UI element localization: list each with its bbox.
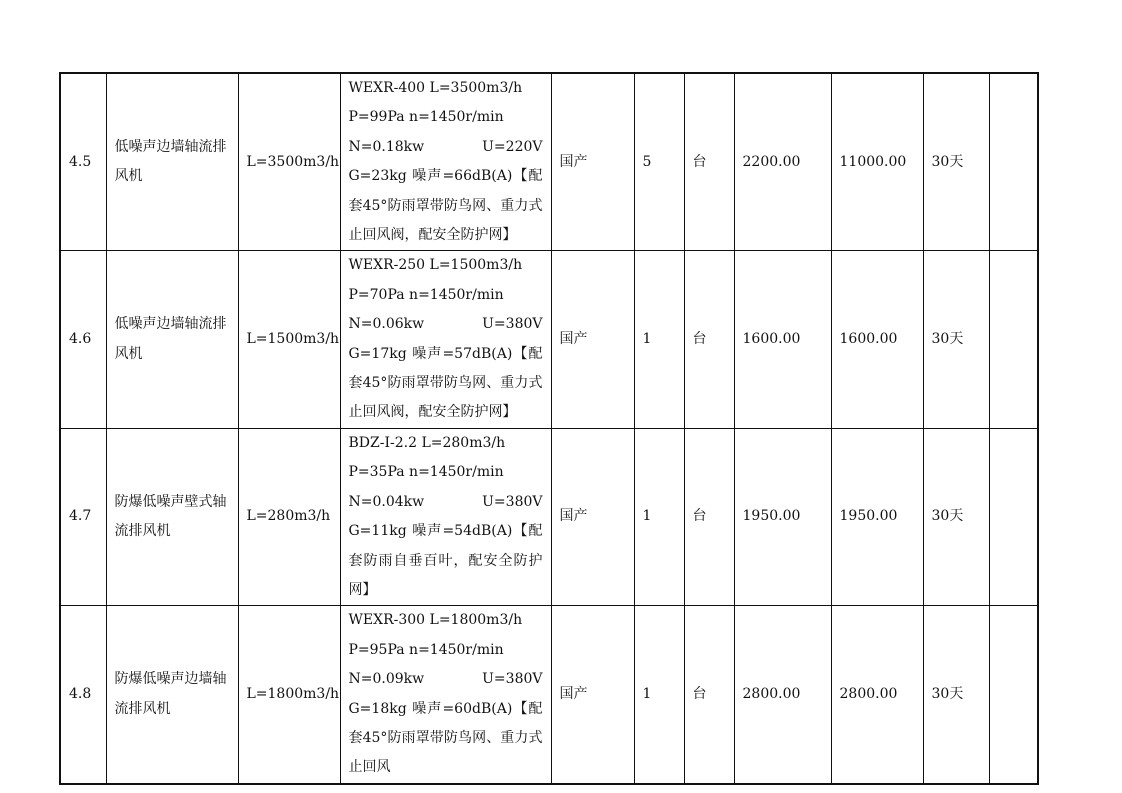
item-unit: 台	[684, 251, 734, 428]
item-total-price: 11000.00	[831, 73, 923, 251]
item-remark	[989, 251, 1038, 428]
spec-pressure-line: P=70Pa n=1450r/min	[348, 286, 504, 303]
item-name: 低噪声边墙轴流排风机	[106, 251, 238, 428]
item-number: 4.8	[60, 606, 106, 784]
item-name: 防爆低噪声边墙轴流排风机	[106, 606, 238, 784]
item-spec	[340, 606, 551, 784]
item-airflow: L=3500m3/h	[238, 73, 340, 251]
item-remark	[989, 428, 1038, 605]
item-origin: 国产	[551, 606, 634, 784]
spec-model-line: WEXR-250 L=1500m3/h	[348, 257, 523, 274]
table-row	[60, 606, 1038, 784]
item-unit: 台	[684, 428, 734, 605]
item-quantity: 1	[634, 251, 684, 428]
spec-detail-text: N=0.18kw U=220V G=23kg 噪声=66dB(A)【配套45°防雨罩带防鸟网、重力式止回风阀，配安全防护网】	[348, 138, 543, 244]
item-airflow: L=1500m3/h	[238, 251, 340, 428]
item-unit-price: 2200.00	[734, 73, 831, 251]
item-unit: 台	[684, 606, 734, 784]
item-delivery-time: 30天	[923, 428, 989, 605]
spec-detail-text: N=0.09kw U=380V G=18kg 噪声=60dB(A)【配套45°防雨罩带防鸟网、重力式止回风	[348, 671, 543, 776]
item-quantity: 5	[634, 73, 684, 251]
item-spec	[340, 73, 551, 251]
item-unit-price: 1950.00	[734, 428, 831, 605]
item-total-price: 1950.00	[831, 428, 923, 605]
item-airflow: L=280m3/h	[238, 428, 340, 605]
equipment-price-table	[59, 72, 1039, 785]
item-spec	[340, 251, 551, 428]
item-delivery-time: 30天	[923, 73, 989, 251]
item-total-price: 2800.00	[831, 606, 923, 784]
spec-pressure-line: P=99Pa n=1450r/min	[348, 109, 504, 126]
item-airflow: L=1800m3/h	[238, 606, 340, 784]
table-row	[60, 73, 1038, 251]
item-unit-price: 1600.00	[734, 251, 831, 428]
item-spec	[340, 428, 551, 605]
table-row	[60, 251, 1038, 428]
item-remark	[989, 606, 1038, 784]
item-remark	[989, 73, 1038, 251]
item-delivery-time: 30天	[923, 606, 989, 784]
spec-detail-text: N=0.04kw U=380V G=11kg 噪声=54dB(A)【配套防雨自垂百叶，配安全防护网】	[348, 493, 543, 598]
item-number: 4.6	[60, 251, 106, 428]
item-number: 4.5	[60, 73, 106, 251]
item-origin: 国产	[551, 251, 634, 428]
item-origin: 国产	[551, 73, 634, 251]
item-quantity: 1	[634, 428, 684, 605]
item-unit-price: 2800.00	[734, 606, 831, 784]
spec-pressure-line: P=95Pa n=1450r/min	[348, 641, 504, 658]
item-number: 4.7	[60, 428, 106, 605]
spec-model-line: WEXR-400 L=3500m3/h	[348, 80, 523, 96]
spec-model-line: WEXR-300 L=1800m3/h	[348, 612, 523, 629]
spec-detail-text: N=0.06kw U=380V G=17kg 噪声=57dB(A)【配套45°防雨罩带防鸟网、重力式止回风阀，配安全防护网】	[348, 316, 543, 421]
item-unit: 台	[684, 73, 734, 251]
table-row	[60, 428, 1038, 605]
item-delivery-time: 30天	[923, 251, 989, 428]
item-quantity: 1	[634, 606, 684, 784]
item-total-price: 1600.00	[831, 251, 923, 428]
item-name: 低噪声边墙轴流排风机	[106, 73, 238, 251]
item-name: 防爆低噪声壁式轴流排风机	[106, 428, 238, 605]
spec-pressure-line: P=35Pa n=1450r/min	[348, 464, 504, 481]
spec-model-line: BDZ-I-2.2 L=280m3/h	[348, 434, 506, 451]
item-origin: 国产	[551, 428, 634, 605]
